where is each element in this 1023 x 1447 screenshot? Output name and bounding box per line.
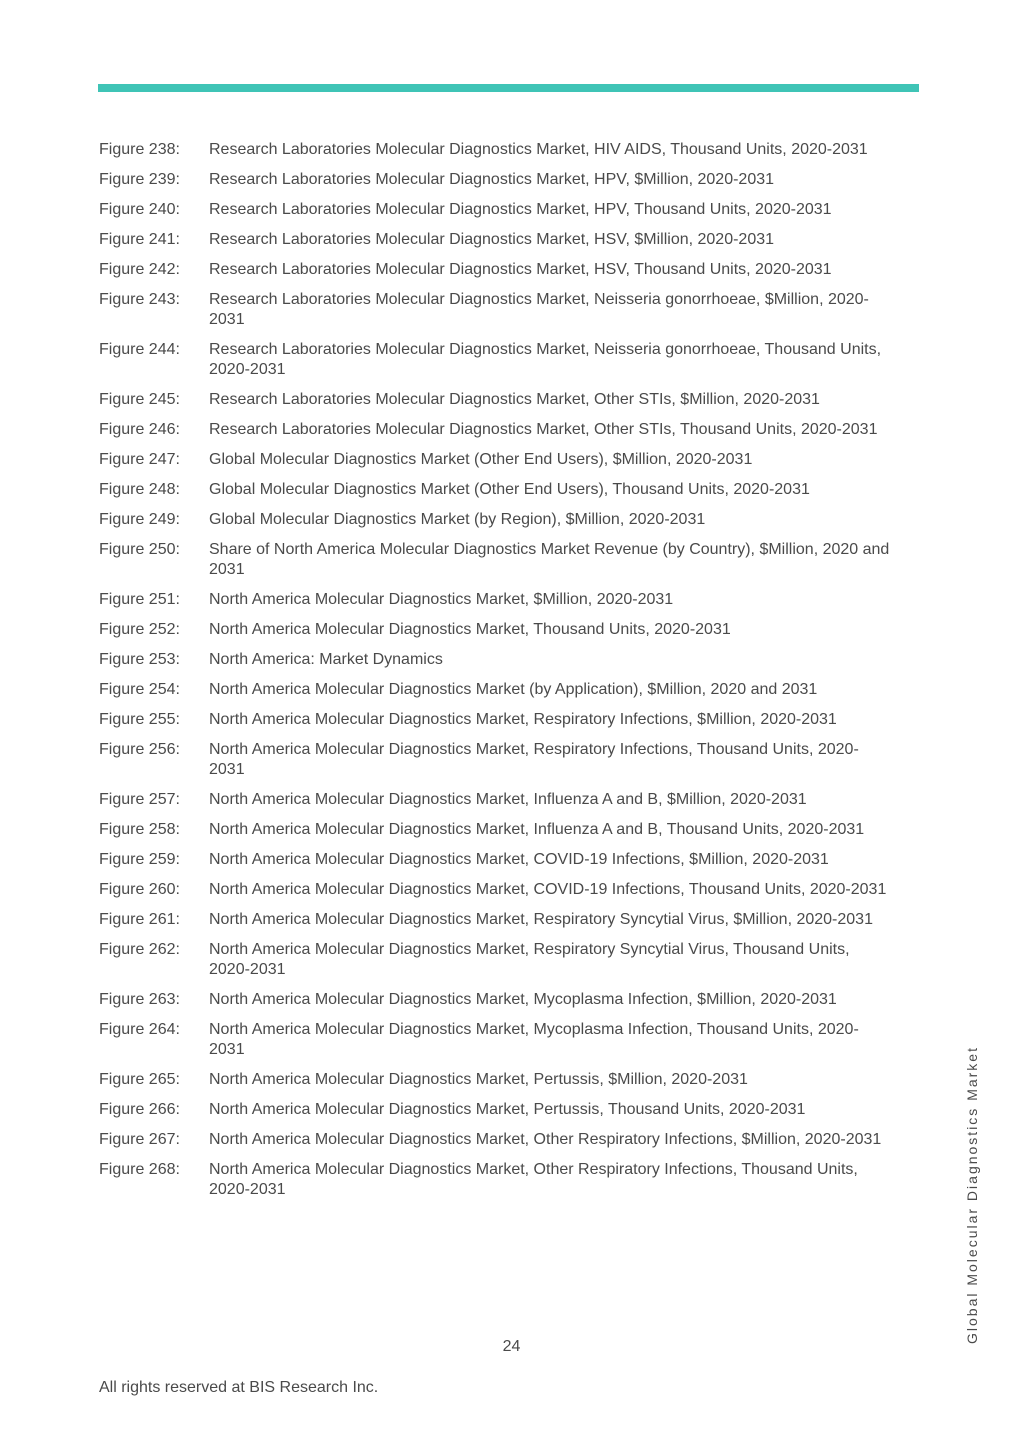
figure-label: Figure 260:	[99, 881, 180, 898]
list-item	[99, 480, 899, 500]
figure-label: Figure 245:	[99, 391, 180, 408]
figure-label: Figure 251:	[99, 591, 180, 608]
list-item	[99, 540, 899, 580]
figure-label: Figure 264:	[99, 1021, 180, 1038]
list-item	[99, 910, 899, 930]
figure-label: Figure 256:	[99, 741, 180, 758]
figure-label: Figure 239:	[99, 171, 180, 188]
figure-label: Figure 258:	[99, 821, 180, 838]
list-item	[99, 1160, 899, 1200]
figure-label: Figure 254:	[99, 681, 180, 698]
list-item	[99, 260, 899, 280]
list-item	[99, 170, 899, 190]
figure-label: Figure 268:	[99, 1161, 180, 1178]
list-item	[99, 850, 899, 870]
figure-label: Figure 241:	[99, 231, 180, 248]
figure-title: North America Molecular Diagnostics Market, Thousand Units, 2020-2031	[209, 621, 731, 638]
figure-label: Figure 255:	[99, 711, 180, 728]
list-item	[99, 230, 899, 250]
figure-label: Figure 247:	[99, 451, 180, 468]
list-item	[99, 510, 899, 530]
figure-title: North America Molecular Diagnostics Market, Pertussis, Thousand Units, 2020-2031	[209, 1101, 806, 1118]
figure-title: Global Molecular Diagnostics Market (Other End Users), $Million, 2020-2031	[209, 451, 753, 468]
list-item	[99, 790, 899, 810]
figure-title: Research Laboratories Molecular Diagnostics Market, Neisseria gonorrhoeae, Thousand Units, 2020-2031	[209, 341, 882, 378]
figure-title: North America Molecular Diagnostics Market, Mycoplasma Infection, $Million, 2020-2031	[209, 991, 837, 1008]
figure-title: North America Molecular Diagnostics Market (by Application), $Million, 2020 and 2031	[209, 681, 818, 698]
figure-title: North America Molecular Diagnostics Market, $Million, 2020-2031	[209, 591, 674, 608]
list-item	[99, 620, 899, 640]
figure-label: Figure 250:	[99, 541, 180, 558]
figure-label: Figure 238:	[99, 141, 180, 158]
list-item	[99, 880, 899, 900]
list-item	[99, 740, 899, 780]
figure-label: Figure 242:	[99, 261, 180, 278]
figure-label: Figure 252:	[99, 621, 180, 638]
list-item	[99, 710, 899, 730]
figure-title: Research Laboratories Molecular Diagnostics Market, Other STIs, $Million, 2020-2031	[209, 391, 820, 408]
figure-label: Figure 257:	[99, 791, 180, 808]
list-item	[99, 140, 899, 160]
figure-title: Share of North America Molecular Diagnostics Market Revenue (by Country), $Million, 2020 and 2031	[209, 541, 890, 578]
figure-label: Figure 262:	[99, 941, 180, 958]
figure-title: North America Molecular Diagnostics Market, Influenza A and B, Thousand Units, 2020-2031	[209, 821, 865, 838]
list-item	[99, 390, 899, 410]
list-item	[99, 200, 899, 220]
list-item	[99, 1070, 899, 1090]
list-item	[99, 650, 899, 670]
list-item	[99, 420, 899, 440]
list-item	[99, 450, 899, 470]
figure-title: North America Molecular Diagnostics Market, Respiratory Syncytial Virus, Thousand Units, 2020-2031	[209, 941, 850, 978]
figure-title: North America Molecular Diagnostics Market, Respiratory Infections, Thousand Units, 2020-2031	[209, 741, 859, 778]
list-of-figures	[99, 140, 899, 1210]
footer-copyright: All rights reserved at BIS Research Inc.	[99, 1379, 379, 1396]
figure-label: Figure 267:	[99, 1131, 180, 1148]
figure-title: North America Molecular Diagnostics Market, Respiratory Syncytial Virus, $Million, 2020-2031	[209, 911, 873, 928]
list-item	[99, 820, 899, 840]
list-item	[99, 940, 899, 980]
header-accent-bar	[98, 84, 919, 92]
figure-title: North America Molecular Diagnostics Market, Pertussis, $Million, 2020-2031	[209, 1071, 748, 1088]
figure-title: Research Laboratories Molecular Diagnostics Market, HPV, Thousand Units, 2020-2031	[209, 201, 832, 218]
figure-title: Global Molecular Diagnostics Market (by Region), $Million, 2020-2031	[209, 511, 706, 528]
figure-title: Research Laboratories Molecular Diagnostics Market, HSV, $Million, 2020-2031	[209, 231, 775, 248]
figure-title: North America Molecular Diagnostics Market, Respiratory Infections, $Million, 2020-2031	[209, 711, 837, 728]
figure-label: Figure 240:	[99, 201, 180, 218]
list-item	[99, 1020, 899, 1060]
list-item	[99, 1100, 899, 1120]
figure-label: Figure 265:	[99, 1071, 180, 1088]
figure-label: Figure 259:	[99, 851, 180, 868]
figure-title: North America: Market Dynamics	[209, 651, 443, 668]
figure-title: Research Laboratories Molecular Diagnostics Market, Other STIs, Thousand Units, 2020-2031	[209, 421, 878, 438]
figure-label: Figure 246:	[99, 421, 180, 438]
figure-label: Figure 243:	[99, 291, 180, 308]
page-number: 24	[502, 1338, 521, 1355]
figure-label: Figure 244:	[99, 341, 180, 358]
figure-title: North America Molecular Diagnostics Market, Influenza A and B, $Million, 2020-2031	[209, 791, 807, 808]
list-item	[99, 340, 899, 380]
figure-title: North America Molecular Diagnostics Market, Mycoplasma Infection, Thousand Units, 2020-2031	[209, 1021, 859, 1058]
figure-title: North America Molecular Diagnostics Market, Other Respiratory Infections, $Million, 2020-2031	[209, 1131, 882, 1148]
figure-label: Figure 253:	[99, 651, 180, 668]
list-item	[99, 1130, 899, 1150]
figure-title: North America Molecular Diagnostics Market, COVID-19 Infections, Thousand Units, 2020-2031	[209, 881, 887, 898]
figure-title: North America Molecular Diagnostics Market, Other Respiratory Infections, Thousand Units, 2020-2031	[209, 1161, 858, 1198]
list-item	[99, 990, 899, 1010]
figure-label: Figure 263:	[99, 991, 180, 1008]
figure-title: Research Laboratories Molecular Diagnostics Market, HSV, Thousand Units, 2020-2031	[209, 261, 832, 278]
figure-title: Research Laboratories Molecular Diagnostics Market, HIV AIDS, Thousand Units, 2020-2031	[209, 141, 868, 158]
side-document-title: Global Molecular Diagnostics Market	[964, 1046, 980, 1344]
figure-title: Global Molecular Diagnostics Market (Other End Users), Thousand Units, 2020-2031	[209, 481, 810, 498]
figure-label: Figure 248:	[99, 481, 180, 498]
figure-title: Research Laboratories Molecular Diagnostics Market, Neisseria gonorrhoeae, $Million, 2020-2031	[209, 291, 869, 328]
figure-label: Figure 261:	[99, 911, 180, 928]
figure-label: Figure 249:	[99, 511, 180, 528]
list-item	[99, 290, 899, 330]
figure-title: Research Laboratories Molecular Diagnostics Market, HPV, $Million, 2020-2031	[209, 171, 775, 188]
figure-title: North America Molecular Diagnostics Market, COVID-19 Infections, $Million, 2020-2031	[209, 851, 829, 868]
list-item	[99, 680, 899, 700]
figure-label: Figure 266:	[99, 1101, 180, 1118]
list-item	[99, 590, 899, 610]
